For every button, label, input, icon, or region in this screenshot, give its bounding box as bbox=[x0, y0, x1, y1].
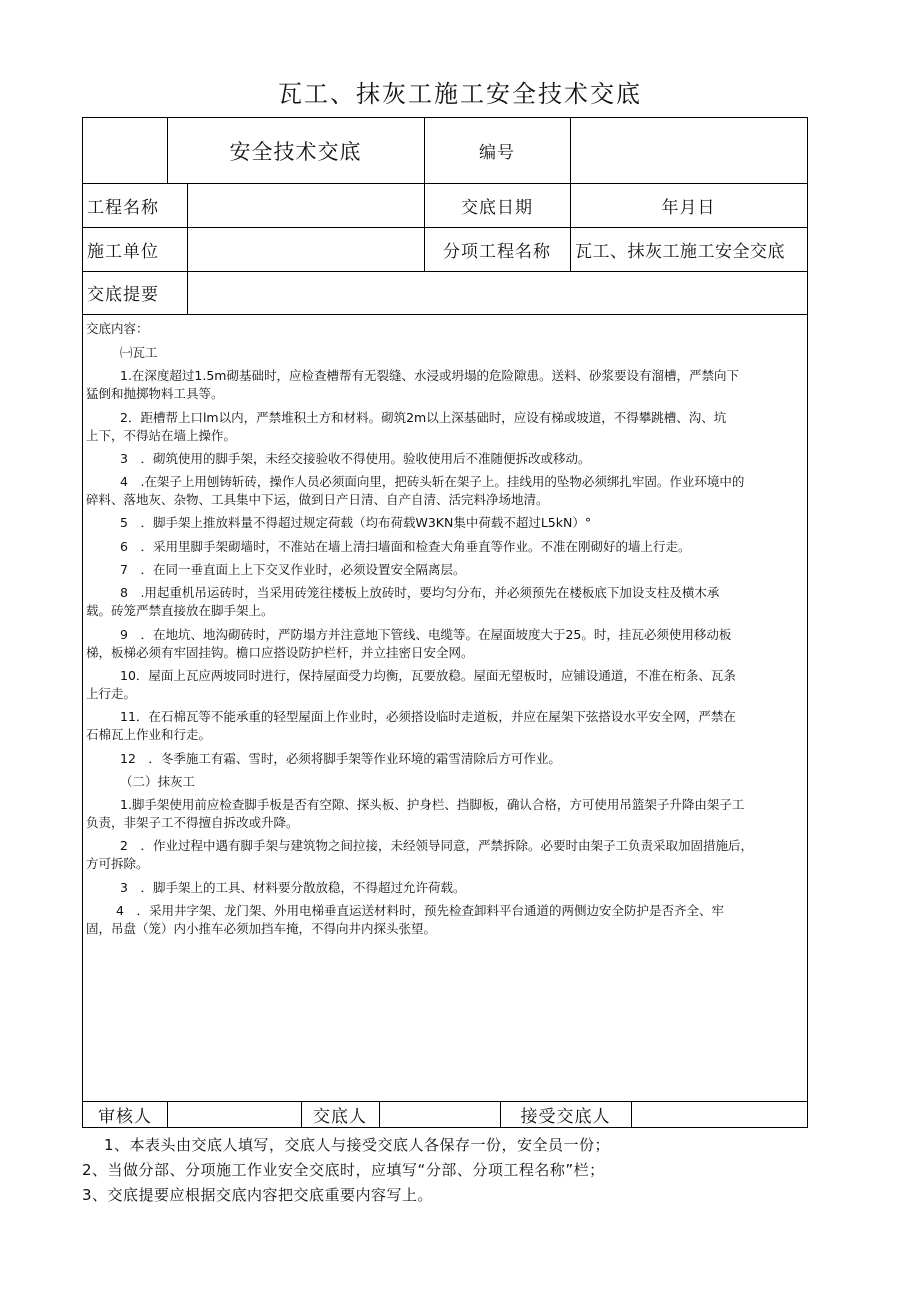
page-title: 瓦工、抹灰工施工安全技术交底 bbox=[278, 80, 642, 108]
subproject-label: 分项工程名称 bbox=[443, 241, 551, 262]
number-label: 编号 bbox=[479, 143, 515, 163]
content-line: 上行走。 bbox=[86, 685, 137, 701]
content-line: 上下，不得站在墙上操作。 bbox=[86, 427, 237, 443]
footnote: 2、当做分部、分项施工作业安全交底时，应填写“分部、分项工程名称”栏； bbox=[82, 1161, 605, 1179]
receiver-label: 接受交底人 bbox=[520, 1107, 611, 1127]
project-name-field[interactable] bbox=[191, 183, 421, 227]
footnote: 1、本表头由交底人填写，交底人与接受交底人各保存一份，安全员一份； bbox=[104, 1136, 611, 1154]
number-field[interactable] bbox=[570, 118, 807, 183]
col-divider bbox=[187, 183, 188, 314]
content-line: （二）抹灰工 bbox=[120, 773, 196, 789]
content-line: 2 ．作业过程中遇有脚手架与建筑物之间拉接，未经领导同意，严禁拆除。必要时由架子工负责采取加固措施后， bbox=[120, 838, 753, 854]
reviewer-label: 审核人 bbox=[98, 1107, 152, 1127]
content-line: 4 .在架子上用刨铸斩砖，操作人员必须面向里，把砖头斩在架子上。挂线用的坠物必须绑扎牢固。作业环境中的 bbox=[120, 474, 745, 490]
content-line: 负责，非架子工不得擅自拆改或升降。 bbox=[86, 815, 299, 831]
discloser-label: 交底人 bbox=[313, 1107, 367, 1127]
content-line: 11．在石棉瓦等不能承重的轻型屋面上作业时，必须搭设临时走道板，并应在屋架下弦搭设水平安全网，严禁在 bbox=[120, 709, 736, 725]
col-divider bbox=[631, 1101, 632, 1128]
content-line: 1.脚手架使用前应检查脚手板是否有空隙、探头板、护身栏、挡脚板，确认合格，方可使用吊篮架子升降由架子工 bbox=[120, 797, 745, 813]
reviewer-field[interactable] bbox=[171, 1101, 299, 1128]
content-line: 3 ．脚手架上的工具、材料要分散放稳，不得超过允许荷载。 bbox=[120, 879, 466, 895]
content-line: 5 ．脚手架上推放料量不得超过规定荷载（均布荷载W3KN集中荷载不超过L5kN）° bbox=[120, 515, 592, 531]
content-line: 10．屋面上瓦应两坡同时进行，保持屋面受力均衡，瓦要放稳。屋面无望板时，应铺设通道，不准在桁条、瓦条 bbox=[120, 667, 736, 683]
col-divider bbox=[379, 1101, 380, 1128]
content-line: 3 ．砌筑使用的脚手架，未经交接验收不得使用。验收使用后不准随便拆改或移动。 bbox=[120, 450, 591, 466]
content-line: 6 ．采用里脚手架砌墙时，不准站在墙上清扫墙面和检查大角垂直等作业。不准在刚砌好的墙上行走。 bbox=[120, 538, 691, 554]
footnote: 3、交底提要应根据交底内容把交底重要内容写上。 bbox=[82, 1186, 434, 1204]
doc-type-label: 安全技术交底 bbox=[229, 139, 362, 164]
content-line: ㈠瓦工 bbox=[120, 345, 158, 360]
summary-label: 交底提要 bbox=[87, 285, 159, 305]
content-line: 7 ．在同一垂直面上上下交叉作业时，必须设置安全隔离层。 bbox=[120, 562, 466, 578]
row-divider bbox=[83, 314, 807, 315]
content-line: 1.在深度超过1.5m砌基础时，应检查槽帮有无裂缝、水浸或坍塌的危险隙患。送料、砂浆要设有溜槽，严禁向下 bbox=[120, 368, 739, 384]
content-line: 9 ．在地坑、地沟砌砖时，严防塌方并注意地下管线、电缆等。在屋面坡度大于25。时，挂瓦必须使用移动板 bbox=[120, 626, 732, 642]
receiver-field[interactable] bbox=[635, 1101, 805, 1128]
discloser-field[interactable] bbox=[383, 1101, 498, 1128]
col-divider bbox=[167, 1101, 168, 1128]
unit-field[interactable] bbox=[191, 227, 421, 271]
content-line: 猛倒和抛掷物料工具等。 bbox=[86, 386, 224, 402]
content-line: 载。砖笼严禁直接放在脚手架上。 bbox=[86, 603, 274, 619]
summary-field[interactable] bbox=[191, 271, 801, 314]
content-line: 石棉瓦上作业和行走。 bbox=[86, 727, 212, 743]
unit-label: 施工单位 bbox=[87, 241, 159, 262]
content-line: 碎料、落地灰、杂物、工具集中下运，做到日产日清、自产自清、活完料净场地清。 bbox=[86, 492, 549, 508]
disclosure-content bbox=[86, 320, 806, 938]
content-line: 2．距槽帮上口lm以内，严禁堆积土方和材料。砌筑2m以上深基础时，应设有梯或坡道，不得攀跳槽、沟、坑 bbox=[120, 409, 727, 425]
content-line: 固，吊盘（笼）内小推车必须加挡车掩，不得向井内探头张望。 bbox=[86, 921, 437, 937]
content-line: 4 ．采用井字架、龙门架、外用电梯垂直运送材料时，预先检查卸料平台通道的两侧边安全防护是否齐全、牢 bbox=[116, 903, 724, 919]
content-line: 方可拆除。 bbox=[86, 856, 149, 872]
content-line: 12 ．冬季施工有霜、雪时，必须将脚手架等作业环境的霜雪清除后方可作业。 bbox=[120, 750, 561, 766]
content-lines bbox=[86, 344, 806, 938]
date-label: 交底日期 bbox=[461, 197, 533, 218]
project-name-label: 工程名称 bbox=[87, 197, 159, 218]
content-line: 8 .用起重机吊运砖时，当采用砖笼往楼板上放砖时，要均匀分布，并必须预先在楼板底下加设支柱及横木承 bbox=[120, 585, 720, 601]
content-line: 梯，板梯必须有牢固挂钩。檐口应搭设防护栏杆，并立挂密日安全网。 bbox=[86, 644, 474, 660]
date-field[interactable]: 年月日 bbox=[661, 197, 716, 218]
content-heading: 交底内容： bbox=[86, 321, 149, 336]
subproject-field[interactable]: 瓦工、抹灰工施工安全交底 bbox=[575, 241, 785, 262]
